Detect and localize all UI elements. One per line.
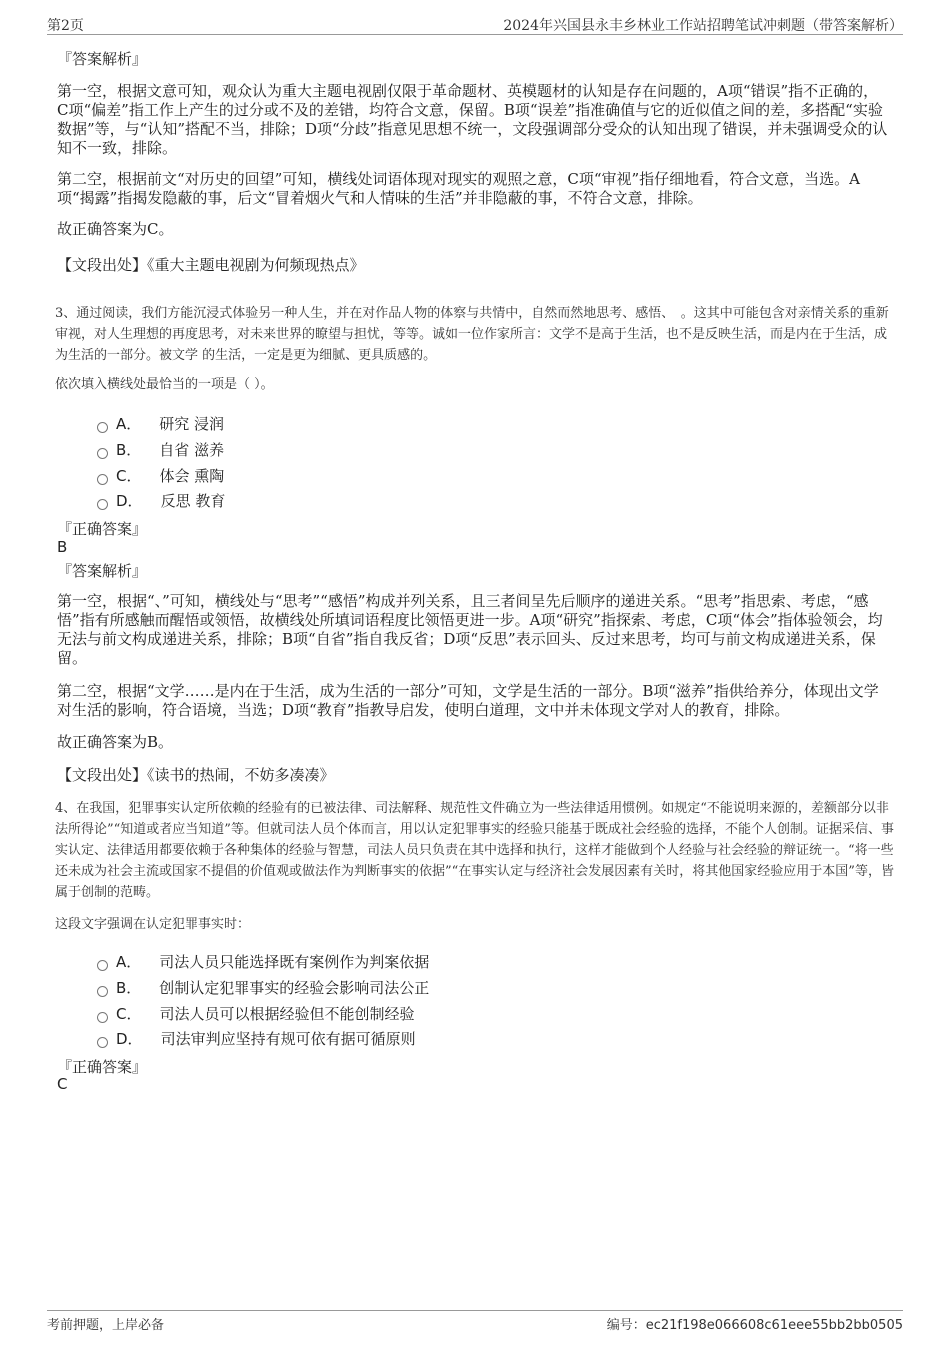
q2-analysis-p2: 第二空，根据前文“对历史的回望”可知，横线处词语体现对现实的观照之意，C项“审视”指仔细地看，符合文意，当选。A项“揭露”指揭发隐蔽的事，后文“冒着烟火气和人情味的生活”并非隐蔽的事，不符合文意，排除。	[57, 170, 860, 207]
radio-icon[interactable]	[97, 448, 108, 459]
option-letter: A．	[116, 415, 142, 433]
q2-source: 【文段出处】《重大主题电视剧为何频现热点》	[57, 256, 365, 274]
option-text: 司法人员可以根据经验但不能创制经验	[159, 1005, 415, 1023]
document-code	[607, 1314, 903, 1333]
q3-source: 【文段出处】《读书的热闹，不妨多凑凑》	[57, 766, 335, 784]
option-letter: C．	[116, 1005, 142, 1023]
q4-option-d[interactable]	[97, 1028, 416, 1049]
q4-option-c[interactable]	[97, 1003, 415, 1024]
radio-icon[interactable]	[97, 422, 108, 433]
q3-option-b[interactable]	[97, 439, 224, 460]
q3-analysis-p2: 第二空，根据“文学……是内在于生活，成为生活的一部分”可知，文学是生活的一部分。B项“滋养”指供给养分，体现出文学对生活的影响，符合语境，当选；D项“教育”指教导启发，使明白道理，文中并未体现文学对人的教育，排除。	[57, 682, 879, 719]
q4-answer: C	[57, 1075, 68, 1093]
q3-answer: B	[57, 538, 68, 556]
header-divider	[47, 34, 903, 35]
q3-analysis-p1: 第一空，根据“、”可知，横线处与“思考”“感悟”构成并列关系，且三者间呈先后顺序的递进关系。“思考”指思索、考虑，“感悟”指有所感触而醒悟或领悟，故横线处所填词语程度比领悟更进一步。A项“研究”指探索、考虑，C项“体会”指体验领会，均无法与前文构成递进关系，排除；B项“自省”指自我反省；D项“反思”表示回头、反过来思考，均可与前文构成递进关系，保留。	[57, 592, 883, 667]
radio-icon[interactable]	[97, 499, 108, 510]
q3-option-a[interactable]	[97, 413, 224, 434]
q3-prompt: 依次填入横线处最恰当的一项是（ ）。	[55, 377, 274, 392]
option-text: 创制认定犯罪事实的经验会影响司法公正	[159, 979, 430, 997]
option-text: 自省 滋养	[159, 441, 225, 459]
option-text: 反思 教育	[160, 492, 226, 510]
q2-conclusion: 故正确答案为C。	[57, 220, 174, 238]
q4-prompt: 这段文字强调在认定犯罪事实时：	[55, 917, 251, 932]
radio-icon[interactable]	[97, 960, 108, 971]
code-value: ec21f198e066608c61eee55bb2bb0505	[645, 1318, 903, 1333]
footer-slogan: 考前押题，上岸必备	[47, 1318, 165, 1333]
document-title: 2024年兴国县永丰乡林业工作站招聘笔试冲刺题（带答案解析）	[503, 18, 903, 34]
q4-option-a[interactable]	[97, 951, 429, 972]
code-label: 编号：	[606, 1318, 646, 1333]
q3-answer-label: 『正确答案』	[57, 520, 148, 538]
option-text: 研究 浸润	[159, 415, 225, 433]
footer-divider	[47, 1310, 903, 1311]
radio-icon[interactable]	[97, 986, 108, 997]
option-letter: C．	[116, 467, 142, 485]
radio-icon[interactable]	[97, 1037, 108, 1048]
q4-question-text: 4、在我国，犯罪事实认定所依赖的经验有的已被法律、司法解释、规范性文件确立为一些法律适用惯例。如规定“不能说明来源的，差额部分以非法所得论”“知道或者应当知道”等。但就司法人员个体而言，用以认定犯罪事实的经验只能基于既成社会经验的选择，不能个人创制。证据采信、事实认定、法律适用都要依赖于各种集体的经验与智慧，司法人员只负责在其中选择和执行，这样才能做到个人经验与社会经验的辩证统一。“将一些还未成为社会主流或国家不提倡的价值观或做法作为判断事实的依据”“在事实认定与经济社会发展因素有关时，将其他国家经验应用于本国”等，皆属于创制的范畴。	[55, 801, 894, 900]
q3-analysis-label: 『答案解析』	[57, 562, 148, 580]
option-text: 体会 熏陶	[159, 467, 225, 485]
page-number: 第2页	[47, 18, 84, 34]
option-text: 司法人员只能选择既有案例作为判案依据	[159, 953, 430, 971]
radio-icon[interactable]	[97, 474, 108, 485]
q3-option-d[interactable]	[97, 490, 225, 511]
option-text: 司法审判应坚持有规可依有据可循原则	[160, 1030, 416, 1048]
q3-question-text: 3、通过阅读，我们方能沉浸式体验另一种人生，并在对作品人物的体察与共情中，自然而然地思考、感悟、 。这其中可能包含对亲情关系的重新审视，对人生理想的再度思考，对未来世界的瞭望与担忧，等等。诚如一位作家所言：文学不是高于生活，也不是反映生活，而是内在于生活，成为生活的一部分。被文学 的生活，一定是更为细腻、更具质感的。	[55, 306, 889, 363]
option-letter: B．	[116, 979, 142, 997]
q3-option-c[interactable]	[97, 465, 224, 486]
q2-analysis-label: 『答案解析』	[57, 50, 148, 68]
option-letter: B．	[116, 441, 142, 459]
option-letter: D．	[116, 1030, 143, 1048]
option-letter: A．	[116, 953, 142, 971]
option-letter: D．	[116, 492, 143, 510]
q2-analysis-p1: 第一空，根据文意可知，观众认为重大主题电视剧仅限于革命题材、英模题材的认知是存在问题的，A项“错误”指不正确的，C项“偏差”指工作上产生的过分或不及的差错，均符合文意，保留。B项“误差”指准确值与它的近似值之间的差，多搭配“实验数据”等，与“认知”搭配不当，排除；D项“分歧”指意见思想不统一，文段强调部分受众的认知出现了错误，并未强调受众的认知不一致，排除。	[57, 82, 888, 157]
radio-icon[interactable]	[97, 1012, 108, 1023]
q3-conclusion: 故正确答案为B。	[57, 733, 174, 751]
q4-option-b[interactable]	[97, 977, 429, 998]
q4-answer-label: 『正确答案』	[57, 1058, 148, 1076]
